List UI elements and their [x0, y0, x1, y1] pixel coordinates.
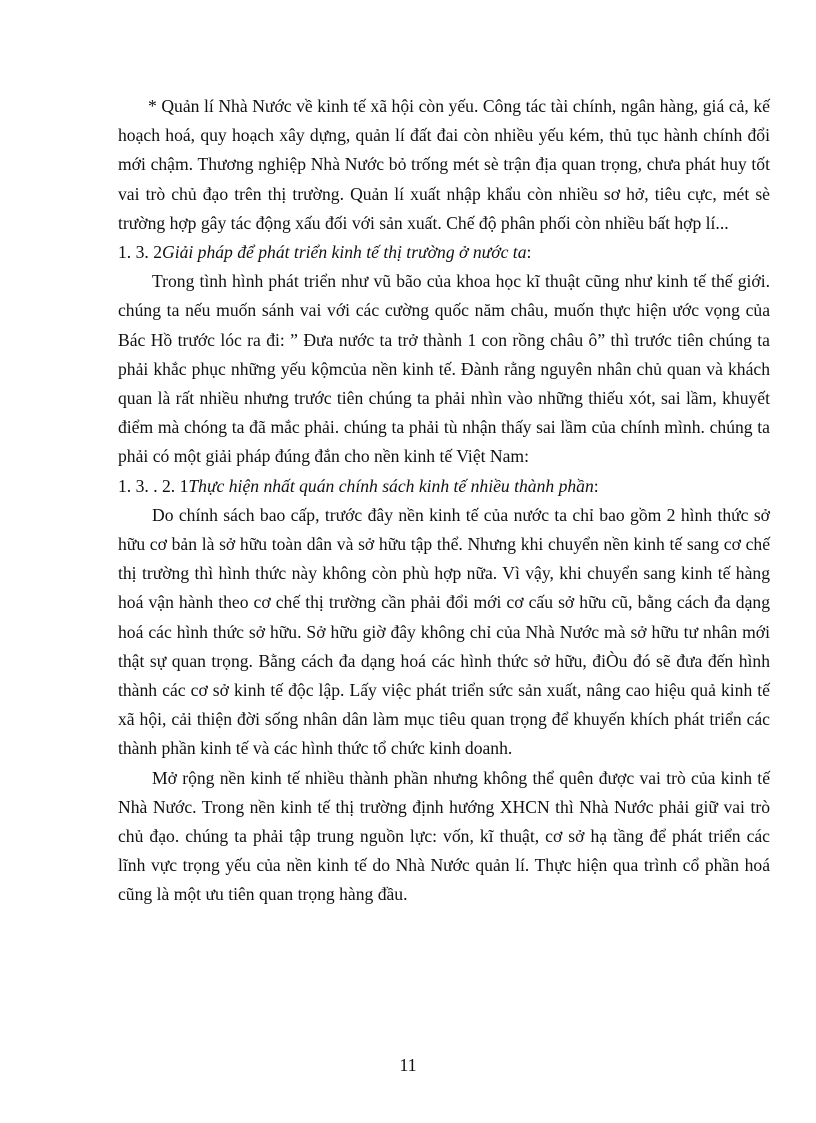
subsection-number: 1. 3. . 2. 1: [118, 475, 189, 496]
paragraph-ownership-forms: Do chính sách bao cấp, trước đây nền kinh tế của nước ta chỉ bao gồm 2 hình thức sở hữu cơ bản là sở hữu toàn dân và sở hữu tập thể. Nhưng khi chuyển nền kinh tế sang cơ chế thị trường thì hình thức này không còn phù hợp nữa. Vì vậy, khi chuyển sang kinh tế hàng hoá vận hành theo cơ chế thị trường cần phải đổi mới cơ cấu sở hữu cũ, bằng cách đa dạng hoá các hình thức sở hữu. Sở hữu giờ đây không chỉ của Nhà Nước mà sở hữu tư nhân mới thật sự quan trọng. Bằng cách đa dạng hoá các hình thức sở hữu, điÒu đó sẽ đưa đến hình thành các cơ sở kinh tế độc lập. Lấy việc phát triển sức sản xuất, nâng cao hiệu quả kinh tế xã hội, cải thiện đời sống nhân dân làm mục tiêu quan trọng để khuyến khích phát triển các thành phần kinh tế và các hình thức tổ chức kinh doanh.: [118, 504, 770, 759]
paragraph-state-management: * Quản lí Nhà Nước về kinh tế xã hội còn yếu. Công tác tài chính, ngân hàng, giá cả, kế hoạch hoá, quy hoạch xây dựng, quản lí đất đai còn nhiều yếu kém, thủ tục hành chính đổi mới chậm. Thương nghiệp Nhà Nước bỏ trống mét sè trận địa quan trọng, chưa phát huy tốt vai trò chủ đạo trên thị trường. Quản lí xuất nhập khẩu còn nhiều sơ hở, tiêu cực, mét sè trường hợp gây tác động xấu đối với sản xuất. Chế độ phân phối còn nhiều bất hợp lí...: [118, 96, 770, 233]
section-title: Giải pháp để phát triển kinh tế thị trường ở nước ta: [161, 242, 527, 263]
subsection-title: Thực hiện nhất quán chính sách kinh tế nhiều thành phần: [188, 475, 594, 496]
subsection-suffix: :: [593, 475, 599, 496]
section-suffix: :: [526, 242, 532, 263]
document-body: [118, 92, 770, 910]
section-number: 1. 3. 2: [118, 242, 162, 263]
section-heading-1-3-2-1: [118, 472, 770, 501]
page-number: 11: [399, 1055, 417, 1075]
section-heading-1-3-2: [118, 238, 770, 267]
paragraph-state-economy-role: Mở rộng nền kinh tế nhiều thành phần nhưng không thể quên được vai trò của kinh tế Nhà Nước. Trong nền kinh tế thị trường định hướng XHCN thì Nhà Nước phải giữ vai trò chủ đạo. chúng ta phải tập trung nguồn lực: vốn, kĩ thuật, cơ sở hạ tầng để phát triển các lĩnh vực trọng yếu của nền kinh tế do Nhà Nước quản lí. Thực hiện qua trình cổ phần hoá cũng là một ưu tiên quan trọng hàng đầu.: [118, 767, 770, 905]
paragraph-solutions-intro: Trong tình hình phát triển như vũ bão của khoa học kĩ thuật cũng như kinh tế thế giới. chúng ta nếu muốn sánh vai với các cường quốc năm châu, muốn thực hiện ước vọng của Bác Hồ trước lóc ra đi: ” Đưa nước ta trở thành 1 con rồng châu ô” thì trước tiên chúng ta phải khắc phục những yếu kộmcủa nền kinh tế. Đành rằng nguyên nhân chủ quan và khách quan là rất nhiều nhưng trước tiên chúng ta phải nhìn vào những thiếu xót, sai lầm, khuyết điểm mà chóng ta đã mắc phải. chúng ta phải tù nhận thấy sai lầm của chính mình. chúng ta phải có một giải pháp đúng đắn cho nền kinh tế Việt Nam:: [118, 271, 770, 467]
